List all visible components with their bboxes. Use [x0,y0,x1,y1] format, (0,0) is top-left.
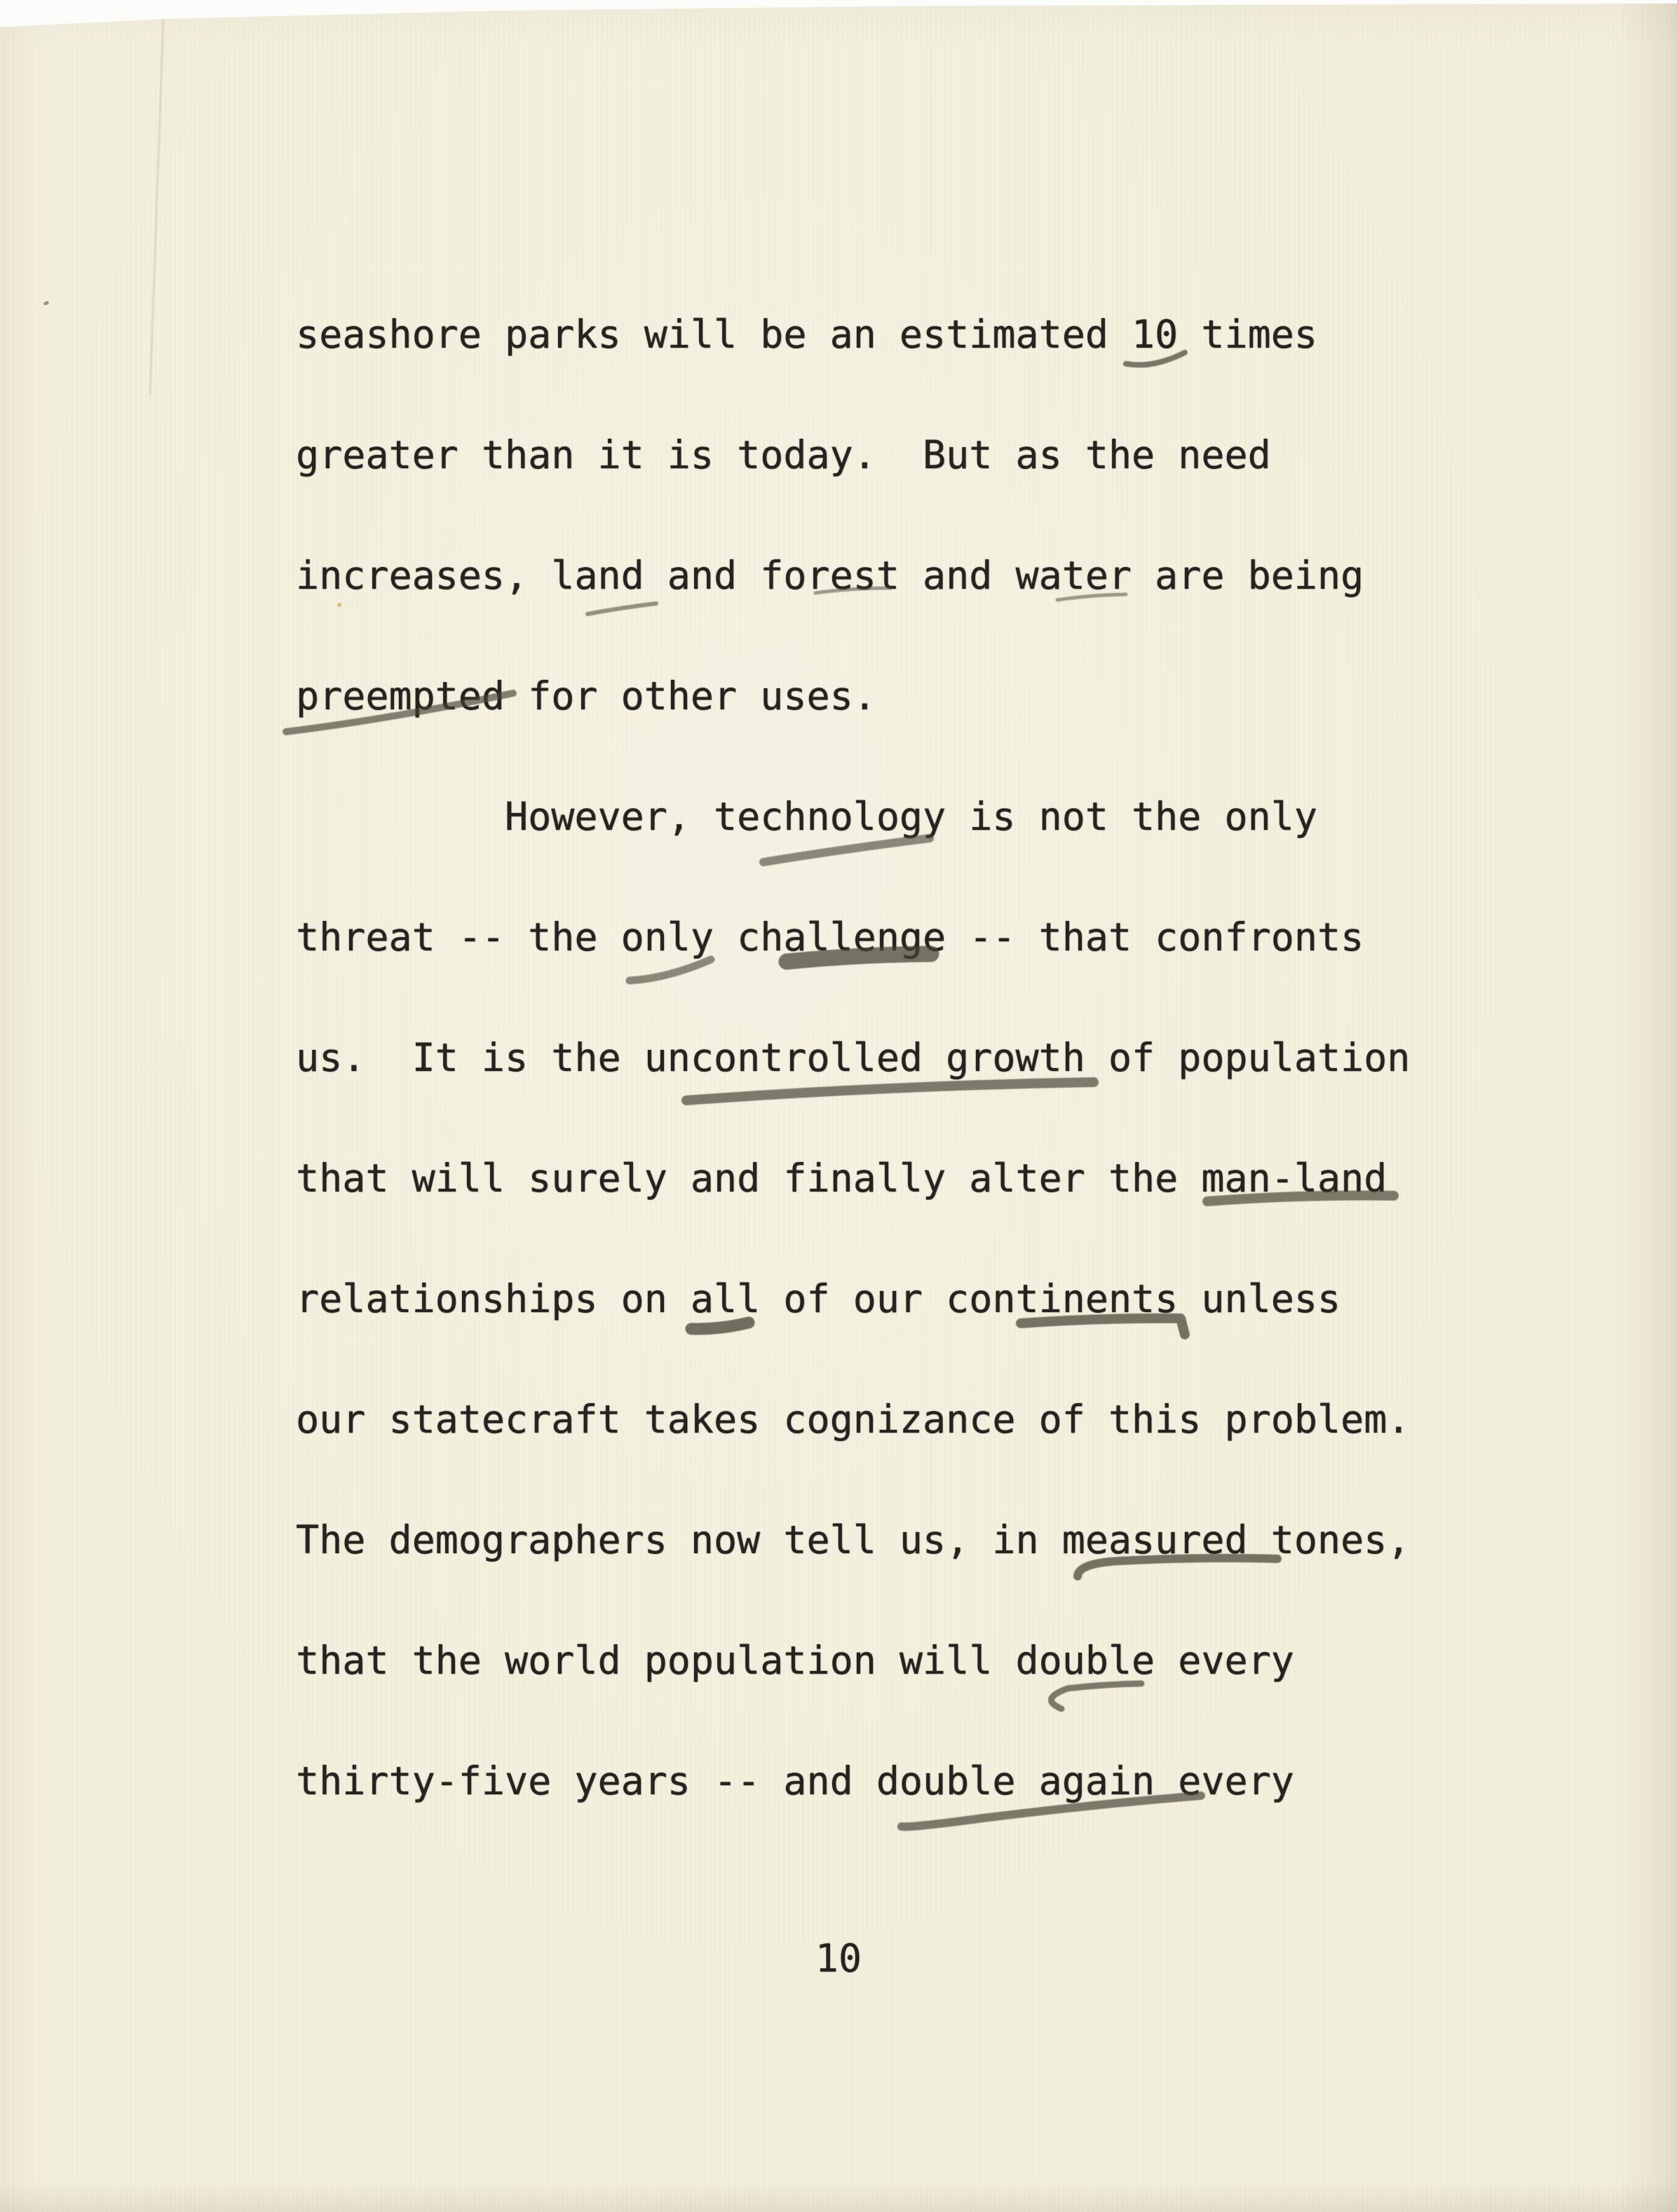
typed-line: increases, land and forest and water are being [296,553,1364,598]
typed-line: seashore parks will be an estimated 10 times [296,312,1317,357]
paper-speck-orange [337,603,341,607]
typed-lines [296,274,1410,1841]
typed-line: relationships on all of our continents unless [296,1276,1341,1321]
typed-line: However, technology is not the only [296,794,1317,839]
typed-line: our statecraft takes cognizance of this problem. [296,1397,1411,1442]
page-number: 10 [815,1936,862,1981]
typed-line: that the world population will double every [296,1638,1294,1683]
typed-line: threat -- the only challenge -- that confronts [296,915,1364,960]
typed-line: thirty-five years -- and double again every [296,1759,1294,1803]
typed-line: that will surely and finally alter the man-land [296,1156,1387,1201]
paper-top-edge [0,0,1677,29]
typed-line: us. It is the uncontrolled growth of population [296,1035,1411,1080]
paper-crease [150,20,163,394]
typed-line: The demographers now tell us, in measured tones, [296,1517,1411,1562]
typed-line: preempted for other uses. [296,674,876,718]
paper-speck-dark [43,301,49,306]
typed-line: greater than it is today. But as the need [296,432,1271,477]
